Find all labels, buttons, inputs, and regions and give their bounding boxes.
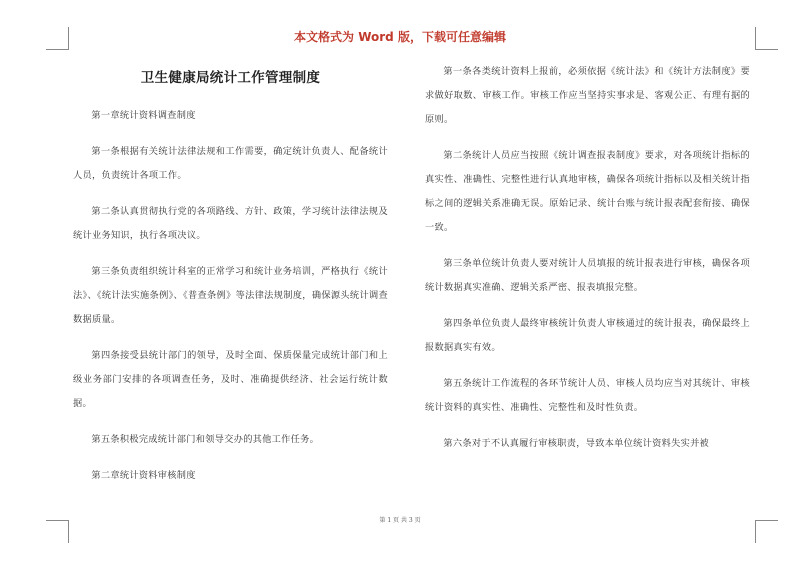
paragraph: 第三条负责组织统计科室的正常学习和统计业务培训，严格执行《统计法》、《统计法实施条例》、《普查条例》等法律法规制度，确保源头统计调查数据质量。 [73, 266, 388, 325]
document-title: 卫生健康局统计工作管理制度 [140, 70, 321, 86]
paragraph: 第一条各类统计资料上报前，必须依据《统计法》和《统计方法制度》要求做好取数、审核工作。审核工作应当坚持实事求是、客观公正、有理有据的原则。 [425, 66, 750, 125]
right-column [425, 60, 750, 468]
paragraph: 第五条积极完成统计部门和领导交办的其他工作任务。 [91, 434, 320, 445]
paragraph: 第六条对于不认真履行审核职责，导致本单位统计资料失实并被 [443, 438, 710, 449]
paragraph: 第二条统计人员应当按照《统计调查报表制度》要求，对各项统计指标的真实性、准确性、完整性进行认真地审核，确保各项统计指标以及相关统计指标之间的逻辑关系准确无误。原始记录、统计台账与统计报表配套衔接、确保一致。 [425, 150, 750, 233]
paragraph: 第四条单位负责人最终审核统计负责人审核通过的统计报表，确保最终上报数据真实有效。 [425, 318, 750, 353]
paragraph: 第一条根据有关统计法律法规和工作需要，确定统计负责人、配备统计人员，负责统计各项工作。 [73, 146, 388, 181]
left-column [73, 60, 388, 500]
paragraph: 第二章统计资料审核制度 [91, 470, 196, 481]
page-number-footer: 第 1 页 共 3 页 [379, 517, 421, 524]
paragraph: 第五条统计工作流程的各环节统计人员、审核人员均应当对其统计、审核统计资料的真实性、准确性、完整性和及时性负责。 [425, 378, 750, 413]
paragraph: 第三条单位统计负责人要对统计人员填报的统计报表进行审核，确保各项统计数据真实准确、逻辑关系严密、报表填报完整。 [425, 258, 750, 293]
paragraph: 第一章统计资料调查制度 [91, 110, 196, 121]
editable-notice-banner: 本文格式为 Word 版，下载可任意编辑 [294, 30, 506, 44]
paragraph: 第二条认真贯彻执行党的各项路线、方针、政策，学习统计法律法规及统计业务知识，执行各项决议。 [73, 206, 388, 241]
paragraph: 第四条接受县统计部门的领导，及时全面、保质保量完成统计部门和上级业务部门安排的各项调查任务，及时、准确提供经济、社会运行统计数据。 [73, 350, 388, 409]
